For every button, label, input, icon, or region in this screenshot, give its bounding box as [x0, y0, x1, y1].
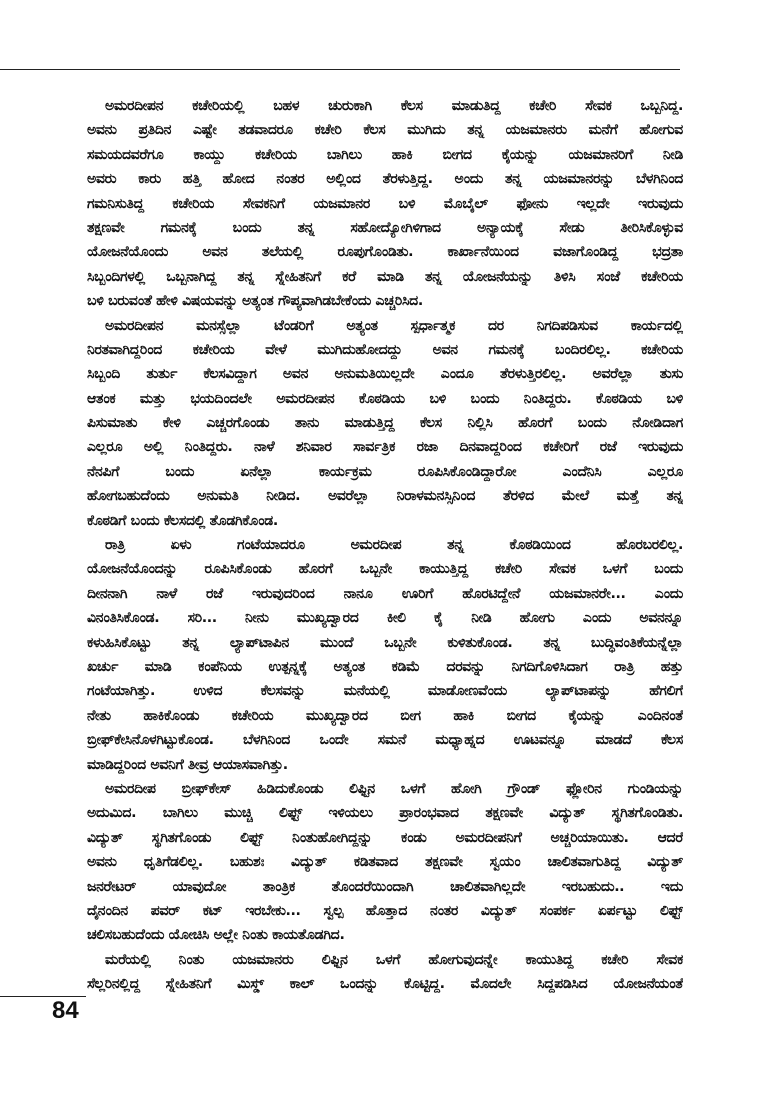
- text-line: ಮಾಡಿದ್ದರಿಂದ ಅವನಿಗೆ ತೀವ್ರ ಆಯಾಸವಾಗಿತ್ತು.: [87, 756, 288, 773]
- text-line: ಬ್ರೀಫ್‌ಕೇಸಿನೊಳಗಿಟ್ಟುಕೊಂಡ. ಬೆಳಗಿನಿಂದ ಒಂದೇ ಸಮನೆ ಮಧ್ಯಾಹ್ನದ ಊಟವನ್ನೂ ಮಾಡದೆ ಕೆಲಸ: [87, 732, 683, 749]
- text-line: ಮರೆಯಲ್ಲಿ ನಿಂತು ಯಜಮಾನರು ಲಿಫ್ಟಿನ ಒಳಗೆ ಹೋಗುವುದನ್ನೇ ಕಾಯುತಿದ್ದ ಕಚೇರಿ ಸೇವಕ: [105, 951, 683, 968]
- text-line: ಅಮರದೀಪನ ಮನಸ್ಸೆಲ್ಲಾ ಟೆಂಡರಿಗೆ ಅತ್ಯಂತ ಸ್ಪರ್ಧಾತ್ಮಕ ದರ ನಿಗದಿಪಡಿಸುವ ಕಾರ್ಯದಲ್ಲಿ: [105, 317, 683, 334]
- text-line: ಆತಂಕ ಮತ್ತು ಭಯದಿಂದಲೇ ಅಮರದೀಪನ ಕೊಠಡಿಯ ಬಳಿ ಬಂದು ನಿಂತಿದ್ದರು. ಕೊಠಡಿಯ ಬಳಿ: [87, 390, 683, 407]
- text-line: ಅದುಮಿದ. ಬಾಗಿಲು ಮುಚ್ಚಿ ಲಿಫ್ಟ್ ಇಳಿಯಲು ಪ್ರಾರಂಭವಾದ ತಕ್ಷಣವೇ ವಿದ್ಯುತ್ ಸ್ಥಗಿತಗೊಂಡಿತು.: [87, 805, 683, 822]
- text-line: ಚಲಿಸಬಹುದೆಂದು ಯೋಚಿಸಿ ಅಲ್ಲೇ ನಿಂತು ಕಾಯತೊಡಗಿದ.: [87, 927, 345, 944]
- text-line: ರಾತ್ರಿ ಏಳು ಗಂಟೆಯಾದರೂ ಅಮರದೀಪ ತನ್ನ ಕೊಠಡಿಯಿಂದ ಹೊರಬರಲಿಲ್ಲ.: [105, 537, 683, 554]
- text-line: ಅವರು ಕಾರು ಹತ್ತಿ ಹೋದ ನಂತರ ಅಲ್ಲಿಂದ ತೆರಳುತ್ತಿದ್ದ. ಅಂದು ತನ್ನ ಯಜಮಾನರನ್ನು ಬೆಳಗಿನಿಂದ: [87, 171, 683, 188]
- page-number: 84: [52, 997, 79, 1024]
- text-line: ಅವನು ಧೃತಿಗೆಡಲಿಲ್ಲ. ಬಹುಶಃ ವಿದ್ಯುತ್ ಕಡಿತವಾದ ತಕ್ಷಣವೇ ಸ್ವಯಂ ಚಾಲಿತವಾಗುತಿದ್ದ ವಿದ್ಯುತ್: [87, 854, 683, 871]
- text-line: ಗಂಟೆಯಾಗಿತ್ತು. ಉಳಿದ ಕೆಲಸವನ್ನು ಮನೆಯಲ್ಲಿ ಮಾಡೋಣವೆಂದು ಲ್ಯಾಪ್‌ಟಾಪನ್ನು ಹೆಗಲಿಗೆ: [87, 683, 683, 700]
- text-line: ಕಳುಹಿಸಿಕೊಟ್ಟು ತನ್ನ ಲ್ಯಾಪ್‌ಟಾಪಿನ ಮುಂದೆ ಒಬ್ಬನೇ ಕುಳಿತುಕೊಂಡ. ತನ್ನ ಬುದ್ಧಿವಂತಿಕೆಯನ್ನೆಲ್ಲಾ: [87, 634, 683, 651]
- text-line: ಅವನು ಪ್ರತಿದಿನ ಎಷ್ಟೇ ತಡವಾದರೂ ಕಚೇರಿ ಕೆಲಸ ಮುಗಿದು ತನ್ನ ಯಜಮಾನರು ಮನೆಗೆ ಹೋಗುವ: [87, 122, 683, 139]
- text-line: ಪಿಸುಮಾತು ಕೇಳಿ ಎಚ್ಚರಗೊಂಡು ತಾನು ಮಾಡುತ್ತಿದ್ದ ಕೆಲಸ ನಿಲ್ಲಿಸಿ ಹೊರಗೆ ಬಂದು ನೋಡಿದಾಗ: [87, 415, 683, 432]
- text-line: ಹೋಗಬಹುದೆಂದು ಅನುಮತಿ ನೀಡಿದ. ಅವರೆಲ್ಲಾ ನಿರಾಳಮನಸ್ಸಿನಿಂದ ತೆರಳಿದ ಮೇಲೆ ಮತ್ತೆ ತನ್ನ: [87, 488, 683, 505]
- text-line: ನಿರತವಾಗಿದ್ದರಿಂದ ಕಚೇರಿಯ ವೇಳೆ ಮುಗಿದುಹೋದದ್ದು ಅವನ ಗಮನಕ್ಕೆ ಬಂದಿರಲಿಲ್ಲ. ಕಚೇರಿಯ: [87, 341, 683, 358]
- text-line: ಗಮನಿಸುತಿದ್ದ ಕಚೇರಿಯ ಸೇವಕನಿಗೆ ಯಜಮಾನರ ಬಳಿ ಮೊಬೈಲ್ ಫೋನು ಇಲ್ಲದೇ ಇರುವುದು: [87, 195, 683, 212]
- text-line: ಸೆಲ್ಲರಿನಲ್ಲಿದ್ದ ಸ್ನೇಹಿತನಿಗೆ ಮಿಸ್ಡ್ ಕಾಲ್ ಒಂದನ್ನು ಕೊಟ್ಟಿದ್ದ. ಮೊದಲೇ ಸಿದ್ದಪಡಿಸಿದ ಯೋಜನೆಯಂತೆ: [87, 976, 683, 993]
- text-line: ಕೊಠಡಿಗೆ ಬಂದು ಕೆಲಸದಲ್ಲಿ ತೊಡಗಿಕೊಂಡ.: [87, 512, 278, 529]
- text-line: ಖರ್ಚು ಮಾಡಿ ಕಂಪೆನಿಯ ಉತ್ಪನ್ನಕ್ಕೆ ಅತ್ಯಂತ ಕಡಿಮೆ ದರವನ್ನು ನಿಗದಿಗೊಳಿಸಿದಾಗ ರಾತ್ರಿ ಹತ್ತು: [87, 658, 683, 675]
- text-line: ದೈನಂದಿನ ಪವರ್ ಕಟ್ ಇರಬೇಕು... ಸ್ವಲ್ಪ ಹೊತ್ತಾದ ನಂತರ ವಿದ್ಯುತ್ ಸಂಪರ್ಕ ಏರ್ಪಟ್ಟು ಲಿಫ್ಟ್: [87, 902, 683, 919]
- text-line: ಸಮಯದವರೆಗೂ ಕಾಯ್ದು ಕಚೇರಿಯ ಬಾಗಿಲು ಹಾಕಿ ಬೀಗದ ಕೈಯನ್ನು ಯಜಮಾನರಿಗೆ ನೀಡಿ: [87, 146, 683, 163]
- text-line: ಬಳಿ ಬರುವಂತೆ ಹೇಳಿ ವಿಷಯವನ್ನು ಅತ್ಯಂತ ಗೌಪ್ಯವಾಗಿಡಬೇಕೆಂದು ಎಚ್ಚರಿಸಿದ.: [87, 293, 423, 310]
- text-line: ಯೋಜನೆಯೊಂದು ಅವನ ತಲೆಯಲ್ಲಿ ರೂಪುಗೊಂಡಿತು. ಕಾರ್ಖಾನೆಯಿಂದ ವಜಾಗೊಂಡಿದ್ದ ಭದ್ರತಾ: [87, 244, 683, 261]
- text-line: ದೀನನಾಗಿ ನಾಳೆ ರಜೆ ಇರುವುದರಿಂದ ನಾನೂ ಊರಿಗೆ ಹೊರಟಿದ್ದೇನೆ ಯಜಮಾನರೇ... ಎಂದು: [87, 585, 683, 602]
- body-text: [87, 94, 683, 996]
- text-line: ಜನರೇಟರ್ ಯಾವುದೋ ತಾಂತ್ರಿಕ ತೊಂದರೆಯಿಂದಾಗಿ ಚಾಲಿತವಾಗಿಲ್ಲದೇ ಇರಬಹುದು.. ಇದು: [87, 878, 683, 895]
- text-line: ಯೋಜನೆಯೊಂದನ್ನು ರೂಪಿಸಿಕೊಂಡು ಹೊರಗೆ ಒಬ್ಬನೇ ಕಾಯುತ್ತಿದ್ದ ಕಚೇರಿ ಸೇವಕ ಒಳಗೆ ಬಂದು: [87, 561, 683, 578]
- text-line: ವಿನಂತಿಸಿಕೊಂಡ. ಸರಿ... ನೀನು ಮುಖ್ಯದ್ವಾರದ ಕೀಲಿ ಕೈ ನೀಡಿ ಹೋಗು ಎಂದು ಅವನನ್ನೂ: [87, 610, 683, 627]
- text-line: ಅಮರದೀಪನ ಕಚೇರಿಯಲ್ಲಿ ಬಹಳ ಚುರುಕಾಗಿ ಕೆಲಸ ಮಾಡುತಿದ್ದ ಕಚೇರಿ ಸೇವಕ ಒಬ್ಬನಿದ್ದ.: [105, 98, 683, 114]
- top-divider: [0, 69, 680, 70]
- text-line: ಅಮರದೀಪ ಬ್ರೀಫ್‌ಕೇಸ್ ಹಿಡಿದುಕೊಂಡು ಲಿಫ್ಟಿನ ಒಳಗೆ ಹೋಗಿ ಗ್ರೌಂಡ್ ಫ್ಲೋರಿನ ಗುಂಡಿಯನ್ನು: [105, 780, 683, 797]
- text-line: ಸಿಬ್ಬಂದಿಗಳಲ್ಲಿ ಒಬ್ಬನಾಗಿದ್ದ ತನ್ನ ಸ್ನೇಹಿತನಿಗೆ ಕರೆ ಮಾಡಿ ತನ್ನ ಯೋಜನೆಯನ್ನು ತಿಳಿಸಿ ಸಂಜೆ ಕಚೇರಿಯ: [87, 268, 683, 285]
- text-line: ಎಲ್ಲರೂ ಅಲ್ಲಿ ನಿಂತಿದ್ದರು. ನಾಳೆ ಶನಿವಾರ ಸಾರ್ವತ್ರಿಕ ರಜಾ ದಿನವಾದ್ದರಿಂದ ಕಚೇರಿಗೆ ರಜೆ ಇರುವುದು: [87, 439, 683, 456]
- text-line: ಸಿಬ್ಬಂದಿ ತುರ್ತು ಕೆಲಸವಿದ್ದಾಗ ಅವನ ಅನುಮತಿಯಿಲ್ಲದೇ ಎಂದೂ ತೆರಳುತ್ತಿರಲಿಲ್ಲ. ಅವರೆಲ್ಲಾ ತುಸು: [87, 366, 683, 383]
- text-line: ತಕ್ಷಣವೇ ಗಮನಕ್ಕೆ ಬಂದು ತನ್ನ ಸಹೋದ್ಯೋಗಿಳಿಗಾದ ಅನ್ಯಾಯಕ್ಕೆ ಸೇಡು ತೀರಿಸಿಕೊಳ್ಳುವ: [87, 219, 683, 236]
- text-line: ನೆನಪಿಗೆ ಬಂದು ಏನೆಲ್ಲಾ ಕಾರ್ಯಕ್ರಮ ರೂಪಿಸಿಕೊಂಡಿದ್ದಾರೋ ಎಂದೆನಿಸಿ ಎಲ್ಲರೂ: [87, 463, 683, 480]
- text-line: ವಿದ್ಯುತ್ ಸ್ಥಗಿತಗೊಂಡು ಲಿಫ್ಟ್ ನಿಂತುಹೋಗಿದ್ದನ್ನು ಕಂಡು ಅಮರದೀಪನಿಗೆ ಅಚ್ಚರಿಯಾಯಿತು. ಆದರೆ: [87, 829, 683, 846]
- text-line: ನೇತು ಹಾಕಿಕೊಂಡು ಕಚೇರಿಯ ಮುಖ್ಯದ್ವಾರದ ಬೀಗ ಹಾಕಿ ಬೀಗದ ಕೈಯನ್ನು ಎಂದಿನಂತೆ: [87, 707, 683, 724]
